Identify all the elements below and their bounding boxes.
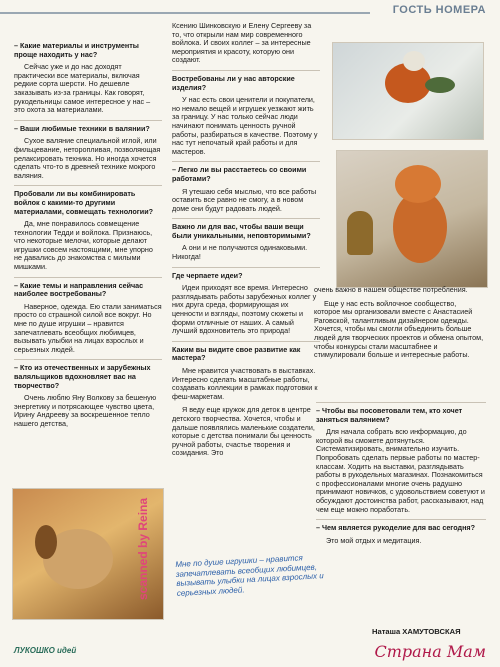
column-right-top bbox=[314, 286, 484, 365]
divider bbox=[14, 120, 162, 121]
fox-head bbox=[395, 165, 441, 203]
answer: Наверное, одежда. Ею стали заниматься просто со страшной силой все вокруг. Но мне по душе игрушки – нравится запечатлевать всеобщих любимцев, вызывать улыбки на лицах взрослых и серьезных людей. bbox=[14, 301, 162, 354]
divider bbox=[172, 161, 320, 162]
magazine-logo: ЛУКОШКО идей bbox=[14, 646, 77, 655]
answer: У нас есть свои ценители и покупатели, но немало вещей и игрушек уезжают жить за границу. У нас только сейчас люди начинают понимать ценность ручной работы, разбираться в качестве. Поэтому у нас тут непочатый край работы и для мастеров. bbox=[172, 95, 318, 156]
dog-ear bbox=[35, 525, 57, 559]
answer: Мне нравится участвовать в выставках. Интересно сделать масштабные работы, создавать коллекции в рамках подготовки к феш-маркетам. bbox=[172, 366, 318, 401]
answer: Идеи приходят все время. Интересно разглядывать работы зарубежных коллег у них друга среда, формирующая их ценности и взгляды, поэтому сюжеты и форми отличные от наших. А самый лучший вдохновитель это природа! bbox=[172, 283, 317, 336]
page-header bbox=[0, 0, 500, 22]
photo-felt-fox bbox=[336, 150, 488, 288]
divider bbox=[14, 359, 162, 360]
divider bbox=[14, 185, 162, 186]
divider bbox=[316, 519, 486, 520]
divider bbox=[172, 70, 320, 71]
column-middle bbox=[172, 22, 320, 463]
column-left bbox=[14, 38, 162, 434]
site-watermark: Страна Мам bbox=[374, 642, 486, 661]
question: – Чтобы вы посоветовали тем, кто хочет заняться валянием? bbox=[316, 406, 463, 424]
question: Востребованы ли у нас авторские изделия? bbox=[172, 73, 295, 92]
answer: А они и не получаются одинаковыми. Никогда! bbox=[172, 243, 308, 262]
answer: Я утешаю себя мыслью, что все работы оставить все равно не смогу, а в новом доме они будут радовать людей. bbox=[172, 186, 317, 213]
column-right-bottom bbox=[316, 398, 486, 550]
pull-quote: Мне по душе игрушки – нравится запечатлевать всеобщих любимцев, вызывать улыбки на лицах взрослых и серьезных людей. bbox=[175, 553, 324, 598]
question: – Легко ли вы расстаетесь со своими работами? bbox=[172, 165, 307, 183]
answer: Ксению Шинковскую и Елену Сергееву за то, что открыли нам мир современного войлока. И своих коллег – за интересные мероприятия и красоту, которую они создают. bbox=[172, 21, 312, 65]
question: – Какие материалы и инструменты проще находить у нас? bbox=[14, 41, 139, 59]
question: – Чем является рукоделие для вас сегодня? bbox=[316, 523, 475, 533]
author-signature: Наташа ХАМУТОВСКАЯ bbox=[372, 627, 461, 636]
bird-head bbox=[403, 51, 425, 71]
answer: Сухое валяние специальной иглой, или фильцевание, неторопливая, позволяющая релаксировать техника. Но иногда хочется сделать что-то в древней технике мокрого валяния. bbox=[14, 136, 161, 180]
watermark-text: scanned by Reina bbox=[136, 497, 150, 600]
answer: очень важно в нашем обществе потребления. bbox=[314, 285, 468, 294]
answer: Сейчас уже и до нас доходят практически все материалы, включая редкие сорта шерсти. Но дешевле заказывать из-за границы. Как говорят, рукодельницы самое интересное у нас – это охота за материалами. bbox=[14, 62, 151, 115]
bell-figure bbox=[347, 211, 373, 255]
question: Важно ли для вас, чтобы ваши вещи были уникальными, неповторимыми? bbox=[172, 222, 311, 240]
header-rule bbox=[0, 12, 370, 14]
question: Где черпаете идеи? bbox=[172, 270, 243, 280]
question: – Кто из отечественных и зарубежных валяльщиков вдохновляет вас на творчество? bbox=[14, 363, 151, 390]
divider bbox=[172, 218, 320, 219]
question: – Какие темы и направления сейчас наиболее востребованы? bbox=[14, 280, 144, 299]
divider bbox=[172, 267, 320, 268]
divider bbox=[14, 277, 162, 278]
watermark bbox=[136, 497, 150, 600]
photo-felt-bird bbox=[332, 42, 484, 140]
question: – Ваши любимые техники в валянии? bbox=[14, 123, 150, 133]
question: Каким вы видите свое развитие как мастера? bbox=[172, 344, 301, 363]
question: Пробовали ли вы комбинировать войлок с какими-то другими материалами, совмещать технологии? bbox=[14, 189, 154, 216]
section-title: ГОСТЬ НОМЕРА bbox=[392, 4, 486, 16]
page-footer bbox=[0, 640, 500, 667]
divider bbox=[316, 402, 486, 403]
answer: Да, мне понравилось совмещение технологии Тедди и войлока. Признаюсь, что некоторые мелочи, которые делают игрушки совсем настоящими, мне упорно не давались до знакомства с милыми мишками. bbox=[14, 219, 153, 272]
answer: Очень люблю Яну Волкову за бешеную энергетику и потрясающее чувство цвета, Ирину Андрееву за воскрешенное тепло нашего детства, bbox=[14, 393, 157, 428]
divider bbox=[172, 341, 320, 342]
answer: Еще у нас есть войлочное сообщество, которое мы организовали вместе с Анастасией Раговской, талантливым дизайнером одежды. Хочется, чтобы мы смогли объединить больше людей для творческих проектов и обмена опытом, чтобы конкурсы стали масштабнее и стимулировали больше и интересные работы. bbox=[314, 298, 484, 360]
answer: Это мой отдых и медитация. bbox=[326, 535, 422, 545]
answer: Для начала собрать всю информацию, до которой вы сможете дотянуться. Систематизировать, внимательно изучить. Попробовать сделать первые работы по мастер-классам. Ходить на выставки, разглядывать работы в рукодельных магазинах. Познакомиться с профессионалами многие очень радушно принимают новичков, с удовольствием советуют и обсуждают достоинства работ, рассказывают, над чем еще можно поработать. bbox=[316, 427, 485, 514]
answer: Я веду еще кружок для деток в центре детского творчества. Хочется, чтобы и дальше появлялись маленькие создатели, которые с детства понимали бы ценность ручной работы, счастье творения и созидания. Это bbox=[172, 405, 315, 458]
bird-wing bbox=[425, 77, 455, 93]
